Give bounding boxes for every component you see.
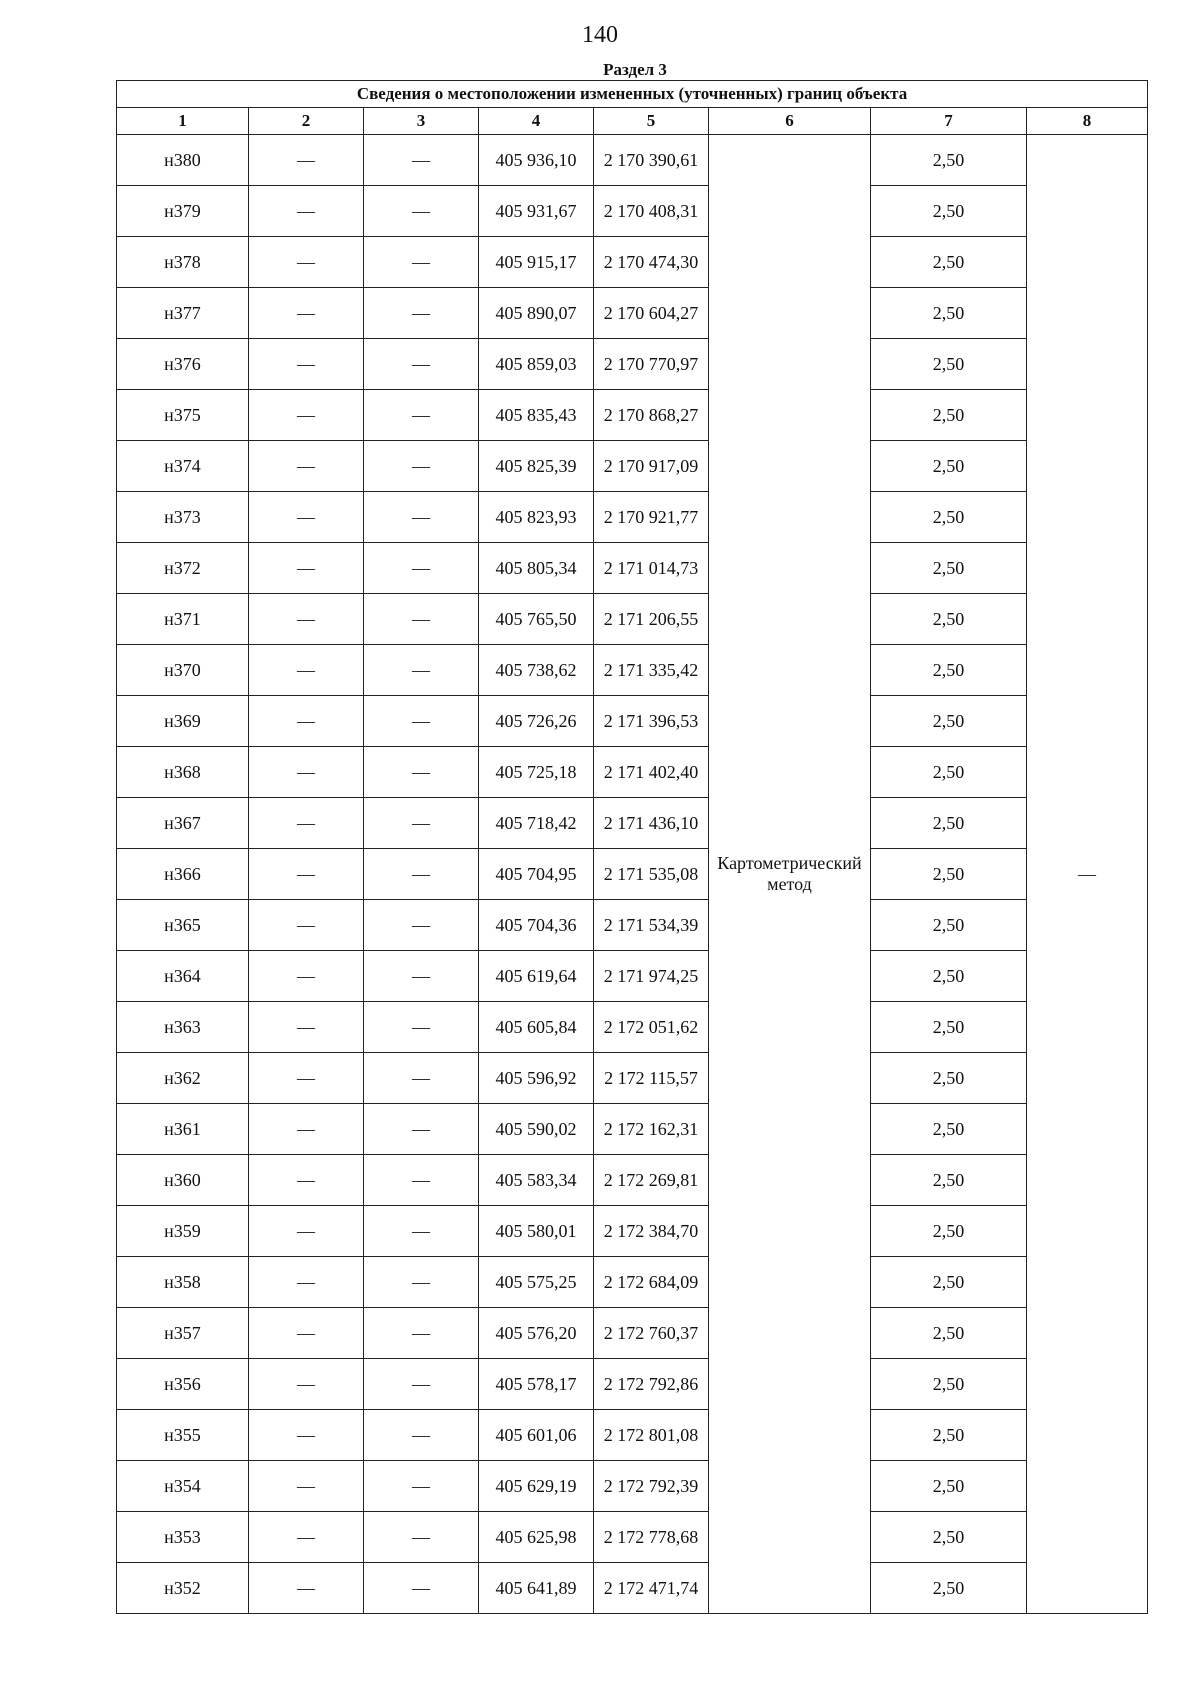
point-cell: н372 xyxy=(117,543,249,594)
accuracy-cell: 2,50 xyxy=(871,339,1027,390)
col2-cell: — xyxy=(249,1155,364,1206)
point-cell: н365 xyxy=(117,900,249,951)
table-row xyxy=(117,1257,1148,1308)
x-coordinate-cell: 405 625,98 xyxy=(479,1512,594,1563)
y-coordinate-cell: 2 172 115,57 xyxy=(594,1053,709,1104)
y-coordinate-cell: 2 172 801,08 xyxy=(594,1410,709,1461)
accuracy-cell: 2,50 xyxy=(871,1359,1027,1410)
table-row xyxy=(117,798,1148,849)
y-coordinate-cell: 2 172 778,68 xyxy=(594,1512,709,1563)
col2-cell: — xyxy=(249,645,364,696)
accuracy-cell: 2,50 xyxy=(871,1053,1027,1104)
y-coordinate-cell: 2 172 760,37 xyxy=(594,1308,709,1359)
col2-cell: — xyxy=(249,594,364,645)
point-cell: н379 xyxy=(117,186,249,237)
y-coordinate-cell: 2 171 974,25 xyxy=(594,951,709,1002)
col3-cell: — xyxy=(364,441,479,492)
col3-cell: — xyxy=(364,1308,479,1359)
col2-cell: — xyxy=(249,1002,364,1053)
col3-cell: — xyxy=(364,237,479,288)
col3-cell: — xyxy=(364,1410,479,1461)
y-coordinate-cell: 2 170 868,27 xyxy=(594,390,709,441)
col3-cell: — xyxy=(364,1257,479,1308)
x-coordinate-cell: 405 726,26 xyxy=(479,696,594,747)
table-row xyxy=(117,1563,1148,1614)
point-cell: н355 xyxy=(117,1410,249,1461)
table-row xyxy=(117,696,1148,747)
col2-cell: — xyxy=(249,1563,364,1614)
x-coordinate-cell: 405 596,92 xyxy=(479,1053,594,1104)
col2-cell: — xyxy=(249,798,364,849)
x-coordinate-cell: 405 576,20 xyxy=(479,1308,594,1359)
col3-cell: — xyxy=(364,900,479,951)
table-row xyxy=(117,849,1148,900)
accuracy-cell: 2,50 xyxy=(871,1206,1027,1257)
point-cell: н360 xyxy=(117,1155,249,1206)
y-coordinate-cell: 2 170 408,31 xyxy=(594,186,709,237)
col2-cell: — xyxy=(249,135,364,186)
point-cell: н377 xyxy=(117,288,249,339)
table-row xyxy=(117,1410,1148,1461)
table-row xyxy=(117,1512,1148,1563)
col2-cell: — xyxy=(249,441,364,492)
col2-cell: — xyxy=(249,543,364,594)
accuracy-cell: 2,50 xyxy=(871,951,1027,1002)
y-coordinate-cell: 2 170 917,09 xyxy=(594,441,709,492)
table-body xyxy=(117,135,1148,1614)
col3-cell: — xyxy=(364,696,479,747)
column-number-6: 6 xyxy=(709,108,871,135)
point-cell: н366 xyxy=(117,849,249,900)
y-coordinate-cell: 2 172 792,39 xyxy=(594,1461,709,1512)
col2-cell: — xyxy=(249,849,364,900)
table-row xyxy=(117,1461,1148,1512)
accuracy-cell: 2,50 xyxy=(871,747,1027,798)
y-coordinate-cell: 2 172 051,62 xyxy=(594,1002,709,1053)
y-coordinate-cell: 2 171 206,55 xyxy=(594,594,709,645)
y-coordinate-cell: 2 172 162,31 xyxy=(594,1104,709,1155)
accuracy-cell: 2,50 xyxy=(871,645,1027,696)
accuracy-cell: 2,50 xyxy=(871,1002,1027,1053)
x-coordinate-cell: 405 859,03 xyxy=(479,339,594,390)
x-coordinate-cell: 405 915,17 xyxy=(479,237,594,288)
accuracy-cell: 2,50 xyxy=(871,1563,1027,1614)
accuracy-cell: 2,50 xyxy=(871,798,1027,849)
col2-cell: — xyxy=(249,1053,364,1104)
col2-cell: — xyxy=(249,951,364,1002)
col3-cell: — xyxy=(364,1563,479,1614)
x-coordinate-cell: 405 619,64 xyxy=(479,951,594,1002)
accuracy-cell: 2,50 xyxy=(871,492,1027,543)
point-cell: н380 xyxy=(117,135,249,186)
col2-cell: — xyxy=(249,1410,364,1461)
point-cell: н359 xyxy=(117,1206,249,1257)
accuracy-cell: 2,50 xyxy=(871,1410,1027,1461)
accuracy-cell: 2,50 xyxy=(871,390,1027,441)
col3-cell: — xyxy=(364,951,479,1002)
table-row xyxy=(117,135,1148,186)
col3-cell: — xyxy=(364,1359,479,1410)
y-coordinate-cell: 2 171 535,08 xyxy=(594,849,709,900)
y-coordinate-cell: 2 171 335,42 xyxy=(594,645,709,696)
y-coordinate-cell: 2 172 792,86 xyxy=(594,1359,709,1410)
table-row xyxy=(117,339,1148,390)
x-coordinate-cell: 405 738,62 xyxy=(479,645,594,696)
col2-cell: — xyxy=(249,186,364,237)
table-row xyxy=(117,492,1148,543)
col2-cell: — xyxy=(249,747,364,798)
accuracy-cell: 2,50 xyxy=(871,1461,1027,1512)
col2-cell: — xyxy=(249,1308,364,1359)
x-coordinate-cell: 405 805,34 xyxy=(479,543,594,594)
table-row xyxy=(117,441,1148,492)
x-coordinate-cell: 405 931,67 xyxy=(479,186,594,237)
y-coordinate-cell: 2 171 402,40 xyxy=(594,747,709,798)
accuracy-cell: 2,50 xyxy=(871,237,1027,288)
point-cell: н367 xyxy=(117,798,249,849)
col3-cell: — xyxy=(364,645,479,696)
y-coordinate-cell: 2 172 269,81 xyxy=(594,1155,709,1206)
column-number-2: 2 xyxy=(249,108,364,135)
boundary-coordinates-table xyxy=(116,80,1148,1614)
point-cell: н352 xyxy=(117,1563,249,1614)
col2-cell: — xyxy=(249,492,364,543)
y-coordinate-cell: 2 170 390,61 xyxy=(594,135,709,186)
table-row xyxy=(117,1155,1148,1206)
x-coordinate-cell: 405 936,10 xyxy=(479,135,594,186)
accuracy-cell: 2,50 xyxy=(871,186,1027,237)
table-row xyxy=(117,1002,1148,1053)
accuracy-cell: 2,50 xyxy=(871,441,1027,492)
y-coordinate-cell: 2 170 604,27 xyxy=(594,288,709,339)
col8-cell: — xyxy=(1027,135,1148,1614)
col3-cell: — xyxy=(364,594,479,645)
col2-cell: — xyxy=(249,288,364,339)
column-number-3: 3 xyxy=(364,108,479,135)
table-row xyxy=(117,543,1148,594)
point-cell: н368 xyxy=(117,747,249,798)
x-coordinate-cell: 405 704,95 xyxy=(479,849,594,900)
point-cell: н378 xyxy=(117,237,249,288)
col3-cell: — xyxy=(364,747,479,798)
accuracy-cell: 2,50 xyxy=(871,1512,1027,1563)
col2-cell: — xyxy=(249,339,364,390)
x-coordinate-cell: 405 725,18 xyxy=(479,747,594,798)
col2-cell: — xyxy=(249,1512,364,1563)
column-number-row xyxy=(117,108,1148,135)
x-coordinate-cell: 405 629,19 xyxy=(479,1461,594,1512)
col3-cell: — xyxy=(364,1206,479,1257)
x-coordinate-cell: 405 575,25 xyxy=(479,1257,594,1308)
y-coordinate-cell: 2 171 396,53 xyxy=(594,696,709,747)
y-coordinate-cell: 2 172 684,09 xyxy=(594,1257,709,1308)
x-coordinate-cell: 405 704,36 xyxy=(479,900,594,951)
col3-cell: — xyxy=(364,798,479,849)
table-row xyxy=(117,1308,1148,1359)
col3-cell: — xyxy=(364,543,479,594)
point-cell: н358 xyxy=(117,1257,249,1308)
col3-cell: — xyxy=(364,390,479,441)
point-cell: н354 xyxy=(117,1461,249,1512)
table-row xyxy=(117,1104,1148,1155)
x-coordinate-cell: 405 825,39 xyxy=(479,441,594,492)
col3-cell: — xyxy=(364,492,479,543)
column-number-5: 5 xyxy=(594,108,709,135)
table-row xyxy=(117,186,1148,237)
accuracy-cell: 2,50 xyxy=(871,849,1027,900)
table-row xyxy=(117,594,1148,645)
point-cell: н357 xyxy=(117,1308,249,1359)
table-row xyxy=(117,900,1148,951)
x-coordinate-cell: 405 718,42 xyxy=(479,798,594,849)
col2-cell: — xyxy=(249,696,364,747)
x-coordinate-cell: 405 823,93 xyxy=(479,492,594,543)
col2-cell: — xyxy=(249,1257,364,1308)
col2-cell: — xyxy=(249,390,364,441)
y-coordinate-cell: 2 171 014,73 xyxy=(594,543,709,594)
point-cell: н362 xyxy=(117,1053,249,1104)
x-coordinate-cell: 405 641,89 xyxy=(479,1563,594,1614)
col2-cell: — xyxy=(249,900,364,951)
col3-cell: — xyxy=(364,288,479,339)
y-coordinate-cell: 2 170 474,30 xyxy=(594,237,709,288)
point-cell: н374 xyxy=(117,441,249,492)
col3-cell: — xyxy=(364,186,479,237)
col2-cell: — xyxy=(249,1206,364,1257)
col3-cell: — xyxy=(364,1155,479,1206)
table-caption: Сведения о местоположении измененных (уточненных) границ объекта xyxy=(117,81,1148,108)
table-row xyxy=(117,1053,1148,1104)
col3-cell: — xyxy=(364,339,479,390)
col3-cell: — xyxy=(364,1053,479,1104)
accuracy-cell: 2,50 xyxy=(871,1155,1027,1206)
table-row xyxy=(117,1359,1148,1410)
col3-cell: — xyxy=(364,1461,479,1512)
accuracy-cell: 2,50 xyxy=(871,1104,1027,1155)
y-coordinate-cell: 2 172 471,74 xyxy=(594,1563,709,1614)
table-row xyxy=(117,390,1148,441)
col3-cell: — xyxy=(364,849,479,900)
x-coordinate-cell: 405 580,01 xyxy=(479,1206,594,1257)
col3-cell: — xyxy=(364,135,479,186)
table-row xyxy=(117,951,1148,1002)
x-coordinate-cell: 405 601,06 xyxy=(479,1410,594,1461)
point-cell: н363 xyxy=(117,1002,249,1053)
y-coordinate-cell: 2 170 921,77 xyxy=(594,492,709,543)
column-number-7: 7 xyxy=(871,108,1027,135)
point-cell: н353 xyxy=(117,1512,249,1563)
x-coordinate-cell: 405 583,34 xyxy=(479,1155,594,1206)
y-coordinate-cell: 2 171 534,39 xyxy=(594,900,709,951)
table-row xyxy=(117,288,1148,339)
page-number: 140 xyxy=(582,22,618,48)
point-cell: н373 xyxy=(117,492,249,543)
point-cell: н376 xyxy=(117,339,249,390)
point-cell: н361 xyxy=(117,1104,249,1155)
y-coordinate-cell: 2 171 436,10 xyxy=(594,798,709,849)
x-coordinate-cell: 405 590,02 xyxy=(479,1104,594,1155)
col3-cell: — xyxy=(364,1002,479,1053)
x-coordinate-cell: 405 835,43 xyxy=(479,390,594,441)
col2-cell: — xyxy=(249,237,364,288)
accuracy-cell: 2,50 xyxy=(871,543,1027,594)
accuracy-cell: 2,50 xyxy=(871,900,1027,951)
section-title: Раздел 3 xyxy=(603,60,667,79)
col3-cell: — xyxy=(364,1512,479,1563)
point-cell: н356 xyxy=(117,1359,249,1410)
point-cell: н369 xyxy=(117,696,249,747)
column-number-1: 1 xyxy=(117,108,249,135)
point-cell: н371 xyxy=(117,594,249,645)
accuracy-cell: 2,50 xyxy=(871,594,1027,645)
accuracy-cell: 2,50 xyxy=(871,696,1027,747)
column-number-4: 4 xyxy=(479,108,594,135)
col2-cell: — xyxy=(249,1359,364,1410)
table-row xyxy=(117,747,1148,798)
table-row xyxy=(117,645,1148,696)
x-coordinate-cell: 405 605,84 xyxy=(479,1002,594,1053)
table-row xyxy=(117,237,1148,288)
col3-cell: — xyxy=(364,1104,479,1155)
accuracy-cell: 2,50 xyxy=(871,135,1027,186)
x-coordinate-cell: 405 890,07 xyxy=(479,288,594,339)
accuracy-cell: 2,50 xyxy=(871,288,1027,339)
accuracy-cell: 2,50 xyxy=(871,1308,1027,1359)
method-cell: Картометрический метод xyxy=(709,135,871,1614)
col2-cell: — xyxy=(249,1461,364,1512)
x-coordinate-cell: 405 578,17 xyxy=(479,1359,594,1410)
point-cell: н364 xyxy=(117,951,249,1002)
y-coordinate-cell: 2 172 384,70 xyxy=(594,1206,709,1257)
x-coordinate-cell: 405 765,50 xyxy=(479,594,594,645)
point-cell: н375 xyxy=(117,390,249,441)
point-cell: н370 xyxy=(117,645,249,696)
table-row xyxy=(117,1206,1148,1257)
column-number-8: 8 xyxy=(1027,108,1148,135)
col2-cell: — xyxy=(249,1104,364,1155)
accuracy-cell: 2,50 xyxy=(871,1257,1027,1308)
y-coordinate-cell: 2 170 770,97 xyxy=(594,339,709,390)
